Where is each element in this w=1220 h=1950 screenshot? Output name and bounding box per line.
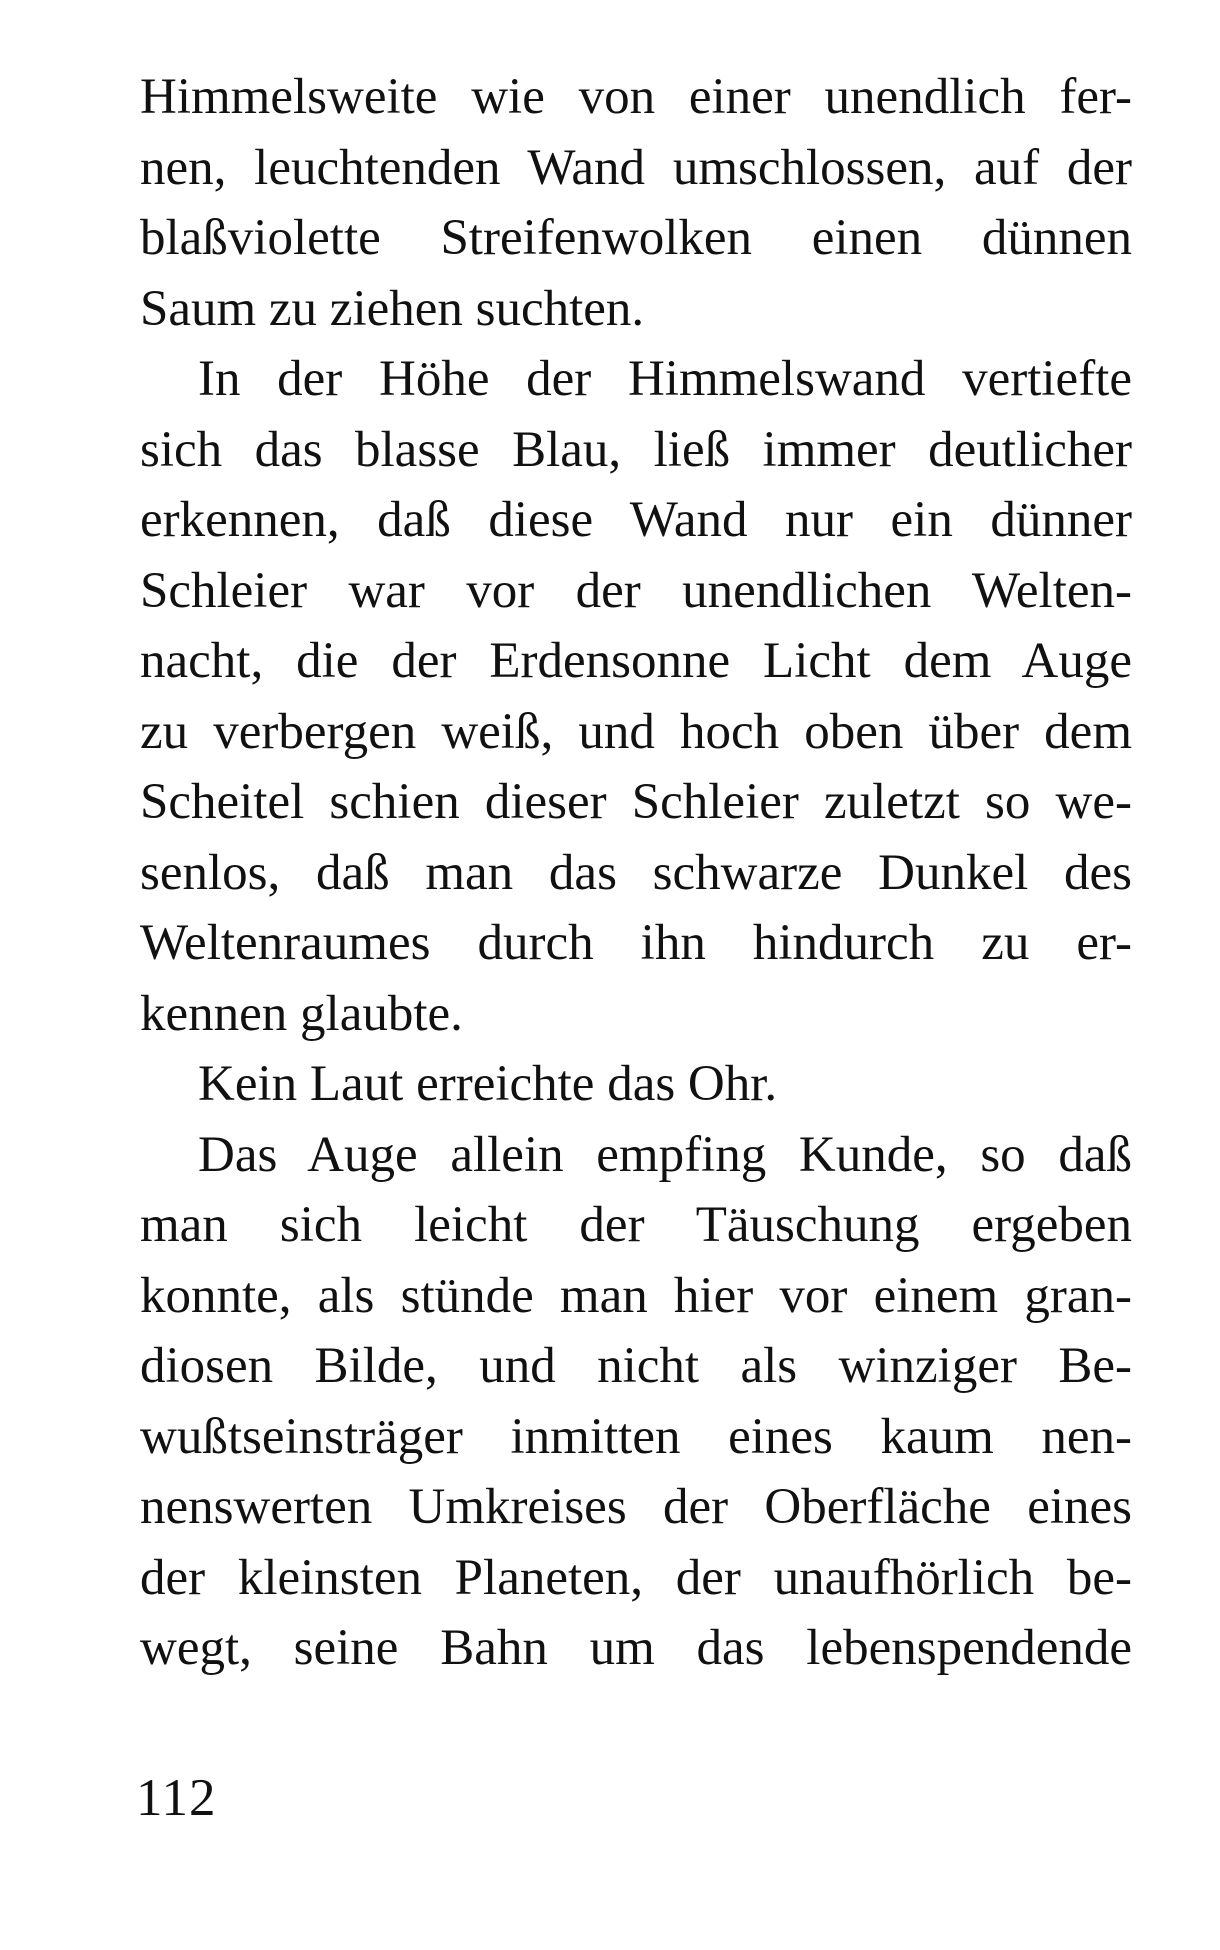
text-line: konnte, als stünde man hier vor einem gran-	[140, 1267, 1132, 1324]
text-line: Saum zu ziehen suchten.	[140, 280, 645, 337]
text-line: Himmelsweite wie von einer unendlich fer-	[140, 69, 1132, 125]
text-line: wegt, seine Bahn um das lebenspendende	[140, 1620, 1132, 1676]
text-line: Scheitel schien dieser Schleier zuletzt so we-	[140, 774, 1132, 830]
text-line: nenswerten Umkreises der Oberfläche eines	[140, 1479, 1132, 1535]
text-line: der kleinsten Planeten, der unaufhörlich be-	[140, 1549, 1132, 1606]
text-line: man sich leicht der Täuschung ergeben	[140, 1197, 1132, 1253]
body-text	[140, 62, 1132, 1684]
text-line: Weltenraumes durch ihn hindurch zu er-	[140, 915, 1132, 971]
text-line: diosen Bilde, und nicht als winziger Be-	[140, 1338, 1132, 1394]
text-line: kennen glaubte.	[140, 985, 463, 1042]
page-number: 112	[136, 1769, 217, 1827]
text-line: wußtseinsträger inmitten eines kaum nen-	[140, 1408, 1132, 1465]
text-line: sich das blasse Blau, ließ immer deutlicher	[140, 421, 1132, 478]
text-line: nacht, die der Erdensonne Licht dem Auge	[140, 633, 1132, 689]
text-line: zu verbergen weiß, und hoch oben über dem	[140, 703, 1132, 760]
text-line: nen, leuchtenden Wand umschlossen, auf der	[140, 139, 1132, 196]
paragraph-start-line: Das Auge allein empfing Kunde, so daß	[198, 1126, 1132, 1183]
text-line: erkennen, daß diese Wand nur ein dünner	[140, 492, 1132, 548]
text-line: Schleier war vor der unendlichen Welten-	[140, 562, 1132, 619]
text-line: blaßviolette Streifenwolken einen dünnen	[140, 210, 1132, 266]
text-line: senlos, daß man das schwarze Dunkel des	[140, 844, 1132, 901]
paragraph-start-line: Kein Laut erreichte das Ohr.	[198, 1056, 778, 1112]
paragraph-start-line: In der Höhe der Himmelswand vertiefte	[198, 351, 1132, 407]
